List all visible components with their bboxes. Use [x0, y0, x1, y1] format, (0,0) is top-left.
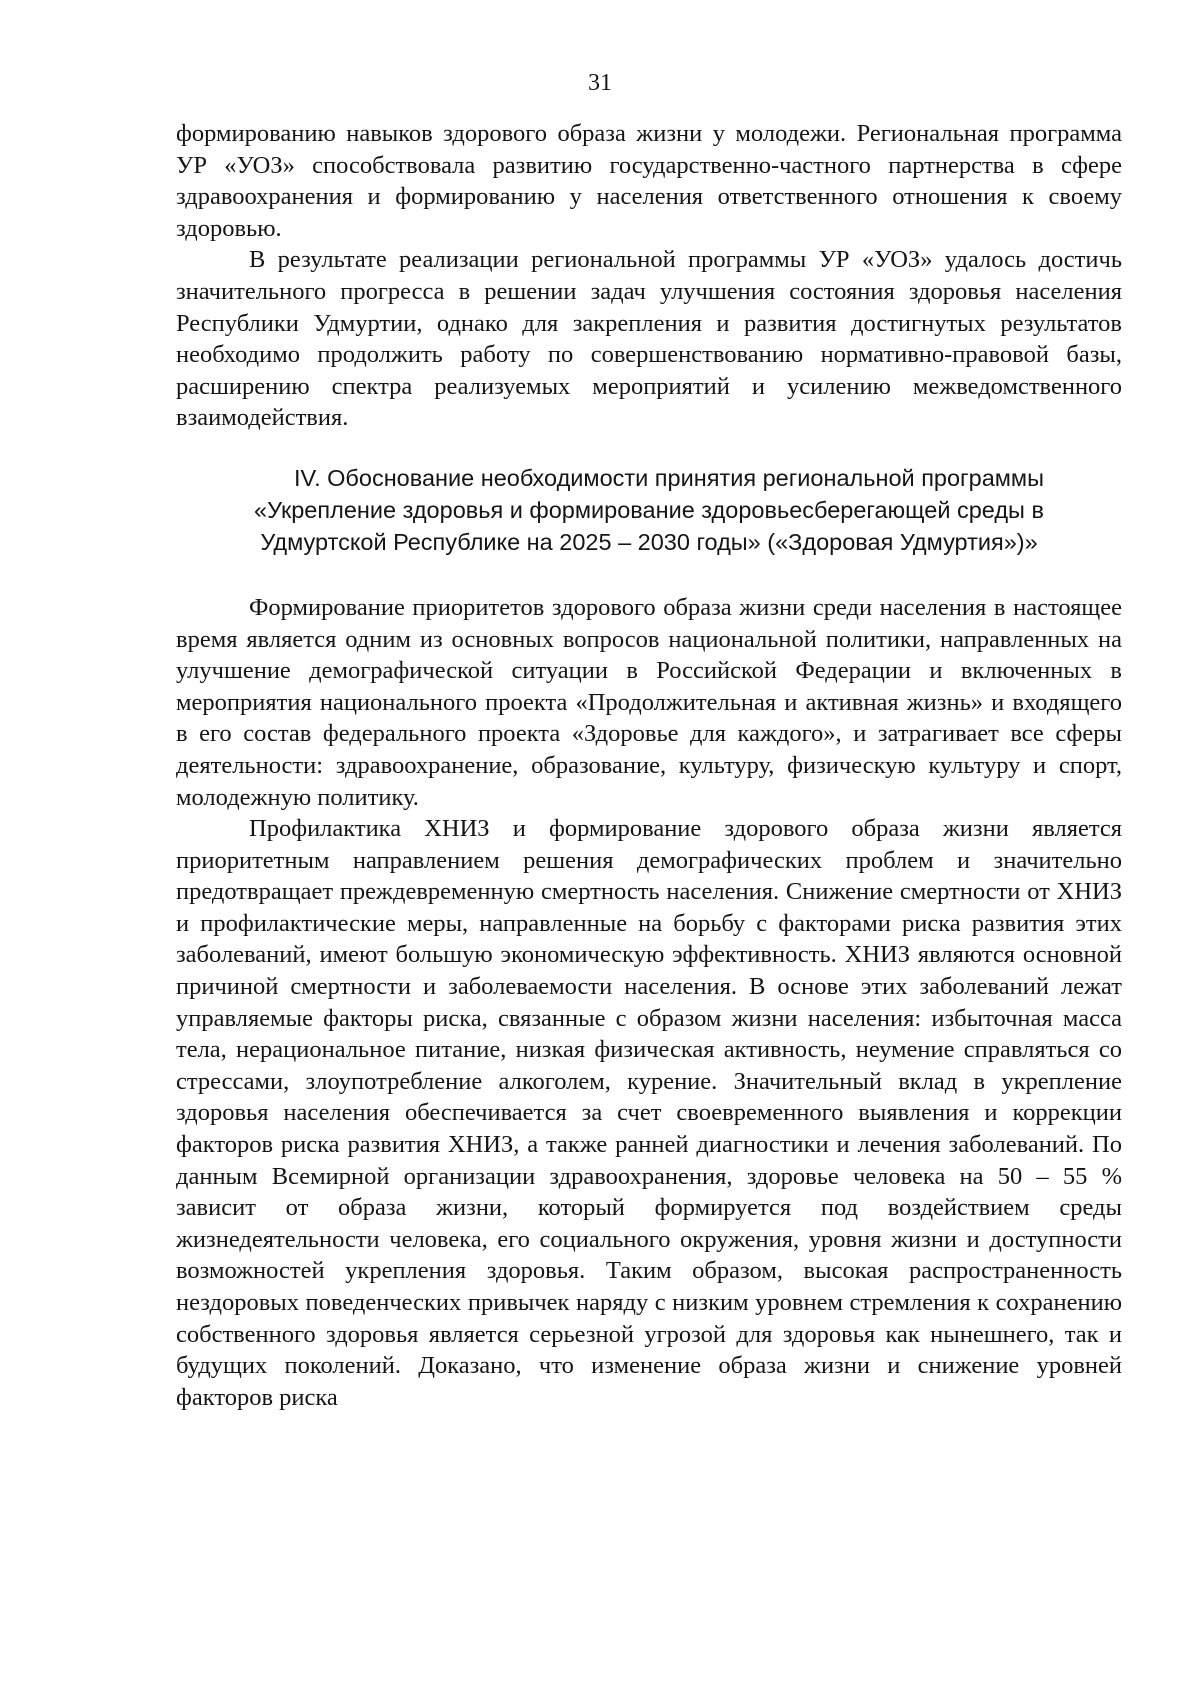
prevention-paragraph: Профилактика ХНИЗ и формирование здорового образа жизни является приоритетным направлением решения демографических проблем и значительно предотвращает преждевременную смертность населения. Снижение смертности от ХНИЗ и профилактические меры, направленные на борьбу с факторами риска развития этих заболеваний, имеют большую экономическую эффективность. ХНИЗ являются основной причиной смертности и заболеваемости населения. В основе этих заболеваний лежат управляемые факторы риска, связанные с образом жизни населения: избыточная масса тела, нерациональное питание, низкая физическая активность, неумение справляться со стрессами, злоупотребление алкоголем, курение. Значительный вклад в укрепление здоровья населения обеспечивается за счет своевременного выявления и коррекции факторов риска развития ХНИЗ, а также ранней диагностики и лечения заболеваний. По данным Всемирной организации здравоохранения, здоровье человека на 50 – 55 % зависит от образа жизни, который формируется под воздействием среды жизнедеятельности человека, его социального окружения, уровня жизни и доступности возможностей укрепления здоровья. Таким образом, высокая распространенность нездоровых поведенческих привычек наряду с низким уровнем стремления к сохранению собственного здоровья является серьезной угрозой для здоровья как нынешнего, так и будущих поколений. Доказано, что изменение образа жизни и снижение уровней факторов риска: [176, 815, 1122, 1411]
results-paragraph: В результате реализации региональной программы УР «УОЗ» удалось достичь значительного прогресса в решении задач улучшения состояния здоровья населения Республики Удмуртии, однако для закрепления и развития достигнутых результатов необходимо продолжить работу по совершенствованию нормативно-правовой базы, расширению спектра реализуемых мероприятий и усилению межведомственного взаимодействия.: [176, 246, 1122, 432]
intro-paragraph: формированию навыков здорового образа жизни у молодежи. Региональная программа УР «УОЗ» способствовала развитию государственно-частного партнерства в сфере здравоохранения и формированию у населения ответственного отношения к своему здоровью.: [176, 120, 1122, 242]
page-number: 31: [588, 70, 612, 96]
section-heading: [176, 462, 1122, 558]
priorities-paragraph: Формирование приоритетов здорового образа жизни среди населения в настоящее время является одним из основных вопросов национальной политики, направленных на улучшение демографической ситуации в Российской Федерации и включенных в мероприятия национального проекта «Продолжительная и активная жизнь» и входящего в его состав федерального проекта «Здоровье для каждого», и затрагивает все сферы деятельности: здравоохранение, образование, культуру, физическую культуру и спорт, молодежную политику.: [176, 593, 1122, 811]
document-body: [176, 118, 1122, 1413]
section-heading-line-1: IV. Обоснование необходимости принятия региональной программы: [294, 464, 1044, 491]
section-heading-line-2: «Укрепление здоровья и формирование здоровьесберегающей среды в: [254, 496, 1044, 523]
section-heading-line-3: Удмуртской Республике на 2025 – 2030 годы» («Здоровая Удмуртия»)»: [260, 528, 1038, 555]
